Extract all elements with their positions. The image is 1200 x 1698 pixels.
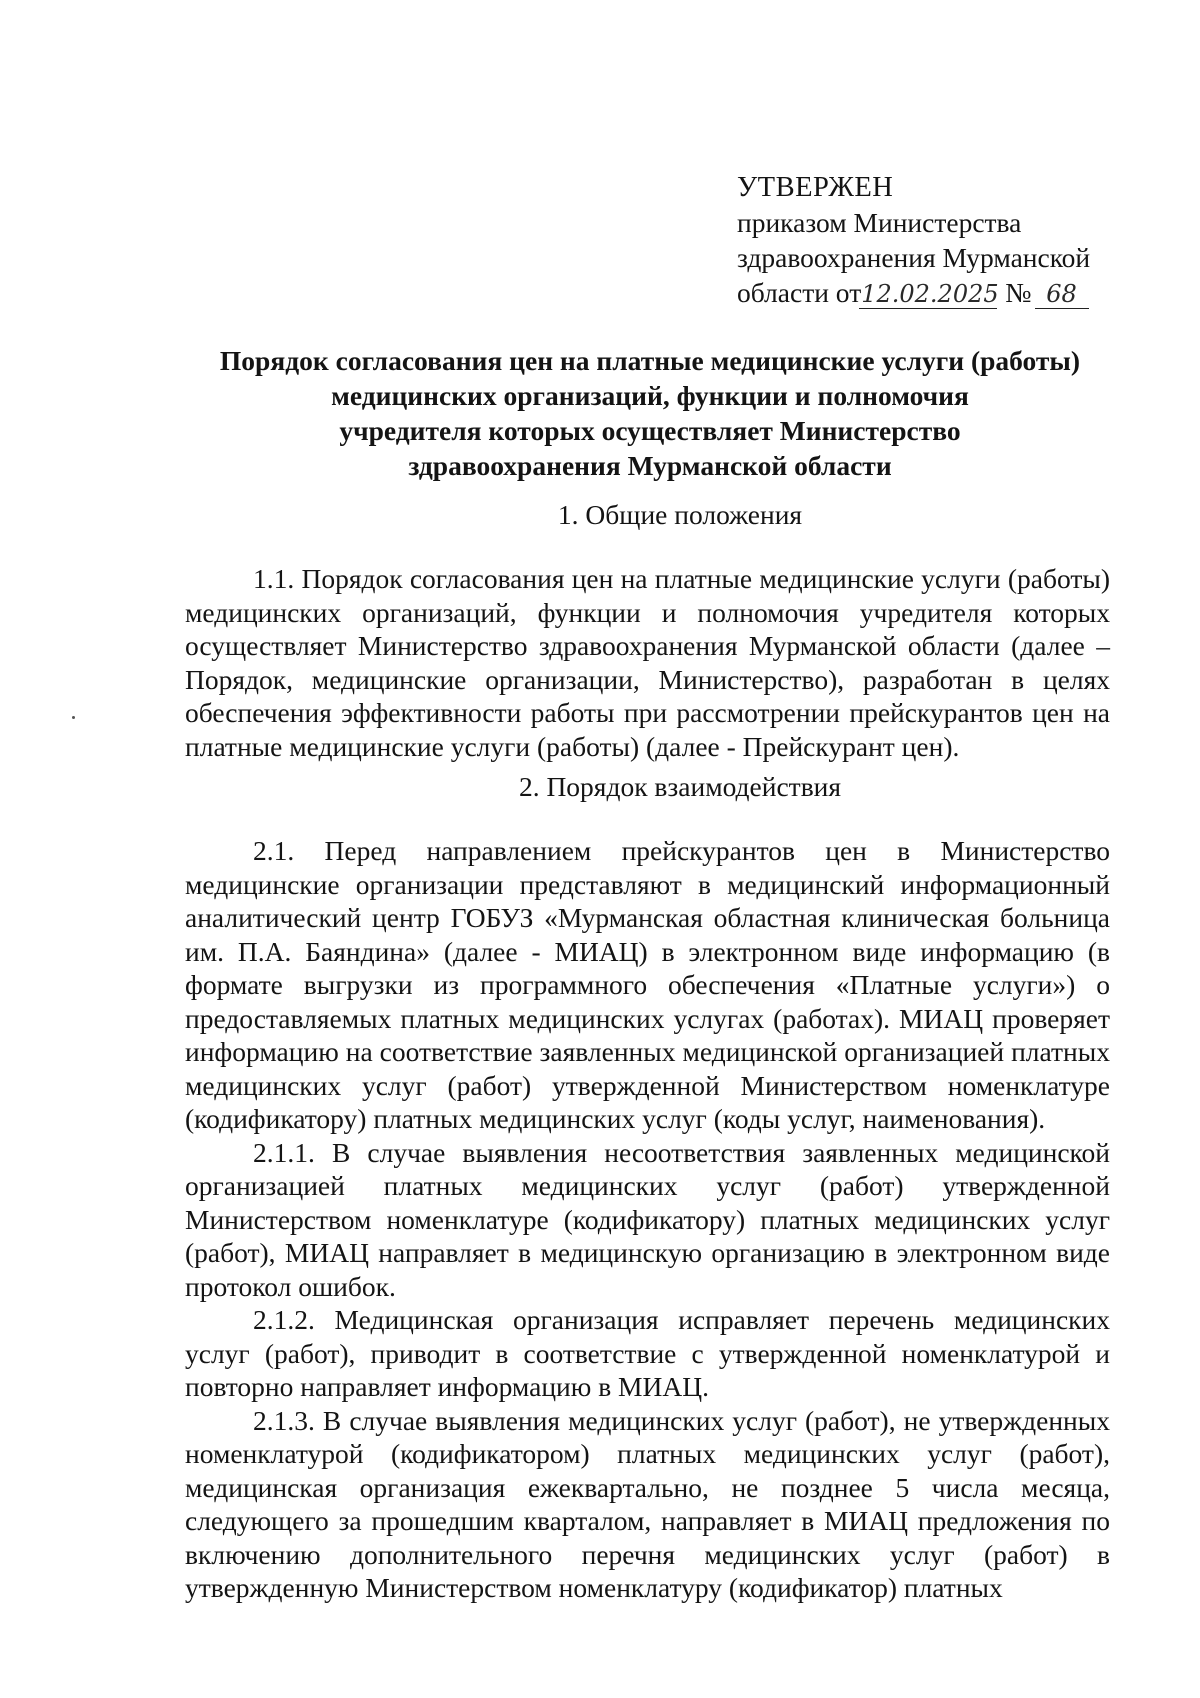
document-title-line: учредителя которых осуществляет Министерство: [339, 415, 961, 446]
document-title: [190, 343, 1110, 483]
document-title-line: медицинских организаций, функции и полномочия: [331, 380, 969, 411]
paragraph-2-1-3: 2.1.3. В случае выявления медицинских услуг (работ), не утвержденных номенклатурой (кодификатором) платных медицинских услуг (работ), медицинская организация ежеквартально, не позднее 5 числа месяца, следующего за прошедшим кварталом, направляет в МИАЦ предложения по включению дополнительного перечня медицинских услуг (работ) в утвержденную Министерством номенклатуру (кодификатор) платных: [185, 1404, 1110, 1603]
section-body-interaction: [185, 834, 1110, 1605]
approval-date-prefix: области от: [737, 277, 862, 308]
approval-line-2: здравоохранения Мурманской: [737, 242, 1091, 273]
approval-block: [737, 170, 1090, 312]
section-heading-interaction: 2. Порядок взаимодействия: [518, 771, 842, 802]
paragraph-2-1: 2.1. Перед направлением прейскурантов цен в Министерство медицинские организации представляют в медицинский информационный аналитический центр ГОБУЗ «Мурманская областная клиническая больница им. П.А. Баяндина» (далее - МИАЦ) в электронном виде информацию (в формате выгрузки из программного обеспечения «Платные услуги») о предоставляемых платных медицинских услугах (работах). МИАЦ проверяет информацию на соответствие заявленных медицинской организацией платных медицинских услуг (работ) утвержденной Министерством номенклатуре (кодификатору) платных медицинских услуг (коды услуг, наименования).: [185, 835, 1110, 1134]
approval-line-3: [737, 275, 1090, 312]
approval-title: УТВЕРЖЕН: [737, 172, 894, 203]
section-body-general: [185, 562, 1110, 763]
paragraph-2-1-2: 2.1.2. Медицинская организация исправляет перечень медицинских услуг (работ), приводит в соответствие с утвержденной номенклатурой и повторно направляет информацию в МИАЦ.: [185, 1304, 1110, 1402]
handwritten-order-number: 68: [1037, 277, 1085, 312]
number-sign: №: [1005, 277, 1032, 308]
document-title-line: Порядок согласования цен на платные медицинские услуги (работы): [219, 345, 1081, 376]
scan-speck: [72, 716, 75, 719]
approval-line-1: приказом Министерства: [737, 207, 1022, 238]
document-title-line: здравоохранения Мурманской области: [408, 450, 892, 481]
paragraph-2-1-1: 2.1.1. В случае выявления несоответствия заявленных медицинской организацией платных медицинских услуг (работ) утвержденной Министерством номенклатуре (кодификатору) платных медицинских услуг (работ), МИАЦ направляет в медицинскую организацию в электронном виде протокол ошибок.: [185, 1136, 1110, 1302]
handwritten-date: 12.02.2025: [861, 277, 993, 312]
paragraph-1-1: 1.1. Порядок согласования цен на платные медицинские услуги (работы) медицинских организаций, функции и полномочия учредителя которых осуществляет Министерство здравоохранения Мурманской области (далее – Порядок, медицинские организации, Министерство), разработан в целях обеспечения эффективности работы при рассмотрении прейскурантов цен на платные медицинские услуги (работы) (далее - Прейскурант цен).: [185, 563, 1110, 762]
section-heading-general: 1. Общие положения: [557, 499, 803, 530]
